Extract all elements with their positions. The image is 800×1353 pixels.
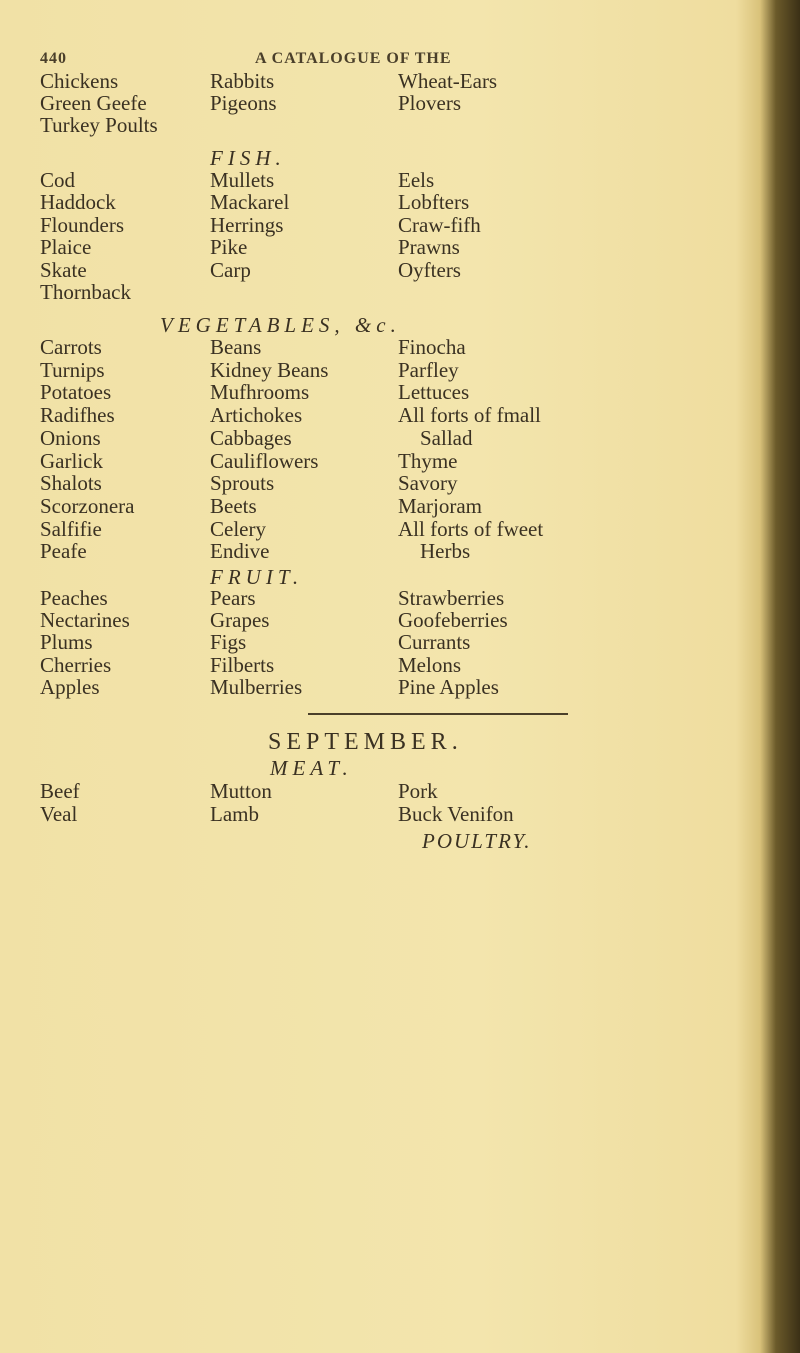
vegetable-item: Scorzonera xyxy=(40,493,135,518)
fish-item: Carp xyxy=(210,257,251,282)
meat-item: Mutton xyxy=(210,779,272,803)
vegetable-item: Artichokes xyxy=(210,403,303,428)
poultry-item: Plovers xyxy=(398,91,461,115)
fruit-item: Peaches xyxy=(40,586,108,610)
vegetable-item: Sallad xyxy=(420,425,473,450)
meat-item: Lamb xyxy=(210,802,259,826)
fruit-heading: FRUIT. xyxy=(210,565,304,589)
september-heading: SEPTEMBER. xyxy=(268,729,463,755)
poultry-item: Chickens xyxy=(40,69,119,93)
vegetable-item: Sprouts xyxy=(210,471,275,496)
fruit-item: Grapes xyxy=(210,608,270,633)
fruit-item: Pine Apples xyxy=(398,674,499,699)
fruit-item: Melons xyxy=(398,652,461,677)
vegetable-item: Cabbages xyxy=(210,425,292,450)
vegetable-item: Cauliflowers xyxy=(210,448,319,473)
vegetables-heading: VEGETABLES, &c. xyxy=(160,313,401,337)
fish-item: Flounders xyxy=(40,212,124,237)
fish-item: Lobfters xyxy=(398,190,470,215)
poultry-item: Rabbits xyxy=(210,69,275,93)
vegetable-item: Endive xyxy=(210,539,270,564)
fruit-item: Pears xyxy=(210,586,256,610)
fish-item: Oyfters xyxy=(398,257,461,282)
poultry-item: Green Geefe xyxy=(40,91,147,115)
vegetable-item: Kidney Beans xyxy=(210,357,329,382)
vegetable-item: All forts of fweet xyxy=(398,516,544,541)
fruit-item: Figs xyxy=(210,630,247,655)
fruit-item: Currants xyxy=(398,630,471,655)
meat-item: Beef xyxy=(40,779,80,803)
meat-heading: MEAT. xyxy=(270,756,353,780)
vegetable-item: Carrots xyxy=(40,335,102,359)
vegetable-item: Garlick xyxy=(40,448,103,473)
fish-item: Eels xyxy=(398,168,435,192)
vegetable-item: Radifhes xyxy=(40,403,115,428)
vegetable-item: Marjoram xyxy=(398,493,482,518)
vegetable-item: Herbs xyxy=(420,539,471,564)
vegetable-item: Thyme xyxy=(398,448,458,473)
vegetable-item: Peafe xyxy=(40,539,87,564)
fruit-item: Plums xyxy=(40,630,93,655)
fruit-item: Filberts xyxy=(210,652,275,677)
vegetable-item: Shalots xyxy=(40,471,102,496)
fruit-item: Strawberries xyxy=(398,586,505,610)
fish-heading: FISH. xyxy=(210,146,286,170)
fruit-item: Goofeberries xyxy=(398,608,508,633)
fruit-item: Nectarines xyxy=(40,608,130,633)
section-divider xyxy=(308,713,568,715)
vegetable-item: Turnips xyxy=(40,357,105,382)
poultry-item: Wheat-Ears xyxy=(398,69,498,93)
fish-item: Craw-fifh xyxy=(398,212,481,237)
fish-item: Thornback xyxy=(40,280,131,304)
vegetable-item: Salfifie xyxy=(40,516,102,541)
vegetable-item: Finocha xyxy=(398,335,466,359)
fish-item: Cod xyxy=(40,168,76,192)
page-number: 440 xyxy=(40,50,67,67)
vegetable-item: Mufhrooms xyxy=(210,380,310,405)
poultry-item: Pigeons xyxy=(210,91,277,115)
fruit-item: Mulberries xyxy=(210,674,303,699)
poultry-heading: POULTRY. xyxy=(422,829,532,853)
vegetable-item: Beans xyxy=(210,335,262,359)
vegetable-item: Onions xyxy=(40,425,101,450)
vegetable-item: Lettuces xyxy=(398,380,470,405)
fish-item: Prawns xyxy=(398,235,460,260)
vegetable-item: Celery xyxy=(210,516,266,541)
fish-item: Mackarel xyxy=(210,190,290,215)
fish-item: Haddock xyxy=(40,190,116,215)
vegetable-item: Parfley xyxy=(398,357,459,382)
fish-item: Mullets xyxy=(210,168,275,192)
fish-item: Skate xyxy=(40,257,87,282)
running-title: A CATALOGUE OF THE xyxy=(255,50,452,67)
meat-item: Veal xyxy=(40,802,78,826)
fish-item: Plaice xyxy=(40,235,92,260)
meat-item: Buck Venifon xyxy=(398,802,514,826)
vegetable-item: Savory xyxy=(398,471,458,496)
poultry-item: Turkey Poults xyxy=(40,113,158,137)
vegetable-item: Potatoes xyxy=(40,380,112,405)
fruit-item: Apples xyxy=(40,674,100,699)
vegetable-item: All forts of fmall xyxy=(398,403,541,428)
vegetable-item: Beets xyxy=(210,493,257,518)
meat-item: Pork xyxy=(398,779,438,803)
fish-item: Pike xyxy=(210,235,248,260)
fish-item: Herrings xyxy=(210,212,284,237)
fruit-item: Cherries xyxy=(40,652,112,677)
